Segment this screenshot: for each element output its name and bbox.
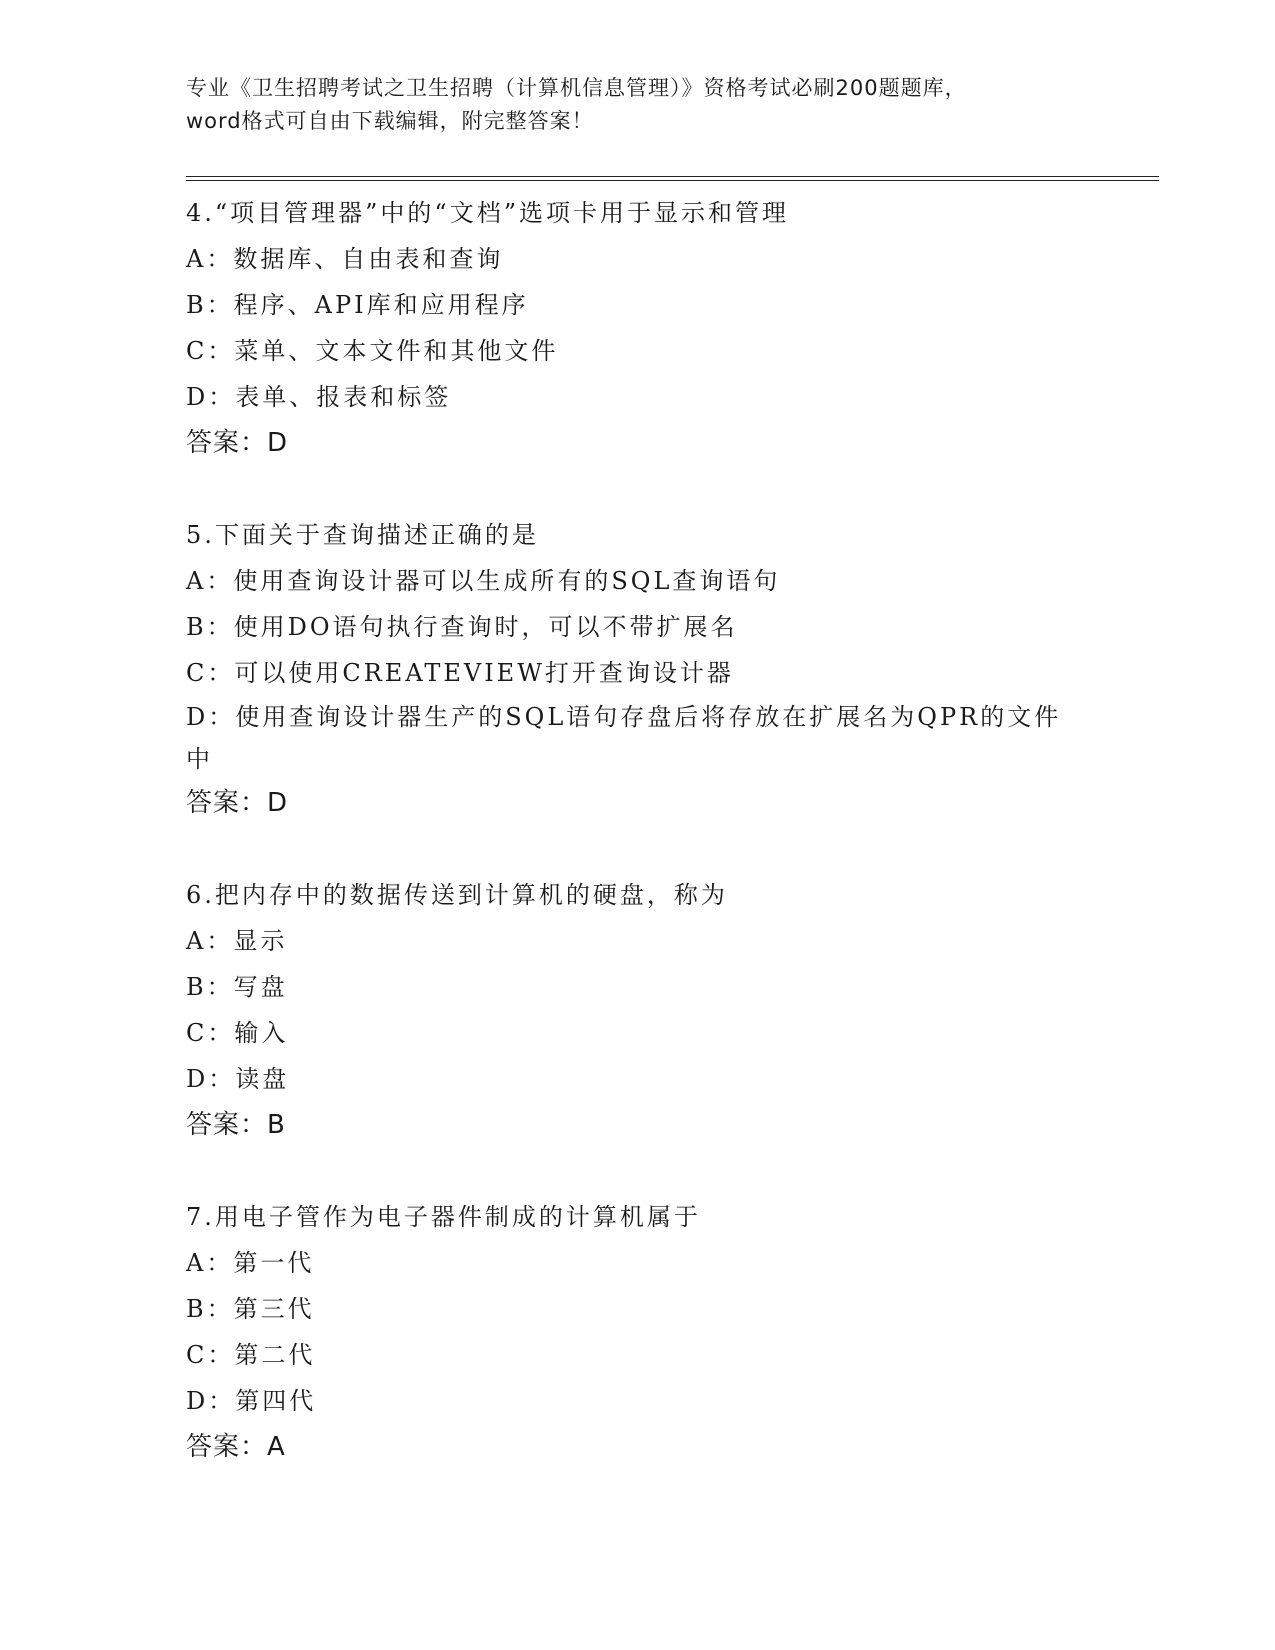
question-list <box>186 190 1086 1516</box>
question-5 <box>186 512 1086 826</box>
question-stem: 6.把内存中的数据传送到计算机的硬盘，称为 <box>186 881 728 909</box>
header-divider <box>186 176 1159 181</box>
option-b: B：使用DO语句执行查询时，可以不带扩展名 <box>186 613 738 641</box>
option-a: A：显示 <box>186 927 288 955</box>
option-d: D：第四代 <box>186 1387 317 1415</box>
option-d: D：表单、报表和标签 <box>186 383 452 411</box>
answer-label: 答案：A <box>186 1432 286 1462</box>
question-7 <box>186 1194 1086 1470</box>
question-stem: 4.“项目管理器”中的“文档”选项卡用于显示和管理 <box>186 199 789 227</box>
option-c: C：菜单、文本文件和其他文件 <box>186 337 559 365</box>
answer-label: 答案：D <box>186 788 289 818</box>
header-line-2: word格式可自由下载编辑，附完整答案！ <box>186 109 594 133</box>
document-header <box>186 72 1066 138</box>
option-b: B：第三代 <box>186 1295 315 1323</box>
option-d: D：使用查询设计器生产的SQL语句存盘后将存放在扩展名为QPR的文件中 <box>186 703 1062 773</box>
option-c: C：输入 <box>186 1019 289 1047</box>
question-stem: 5.下面关于查询描述正确的是 <box>186 521 539 549</box>
option-b: B：程序、API库和应用程序 <box>186 291 529 319</box>
option-a: A：使用查询设计器可以生成所有的SQL查询语句 <box>186 567 781 595</box>
option-a: A：数据库、自由表和查询 <box>186 245 504 273</box>
header-line-1: 专业《卫生招聘考试之卫生招聘（计算机信息管理）》资格考试必刷200题题库， <box>186 76 967 100</box>
option-b: B：写盘 <box>186 973 288 1001</box>
option-c: C：可以使用CREATEVIEW打开查询设计器 <box>186 659 734 687</box>
question-stem: 7.用电子管作为电子器件制成的计算机属于 <box>186 1203 701 1231</box>
option-a: A：第一代 <box>186 1249 315 1277</box>
question-4 <box>186 190 1086 466</box>
answer-label: 答案：D <box>186 428 289 458</box>
option-d: D：读盘 <box>186 1065 290 1093</box>
question-6 <box>186 872 1086 1148</box>
answer-label: 答案：B <box>186 1110 286 1140</box>
option-c: C：第二代 <box>186 1341 316 1369</box>
